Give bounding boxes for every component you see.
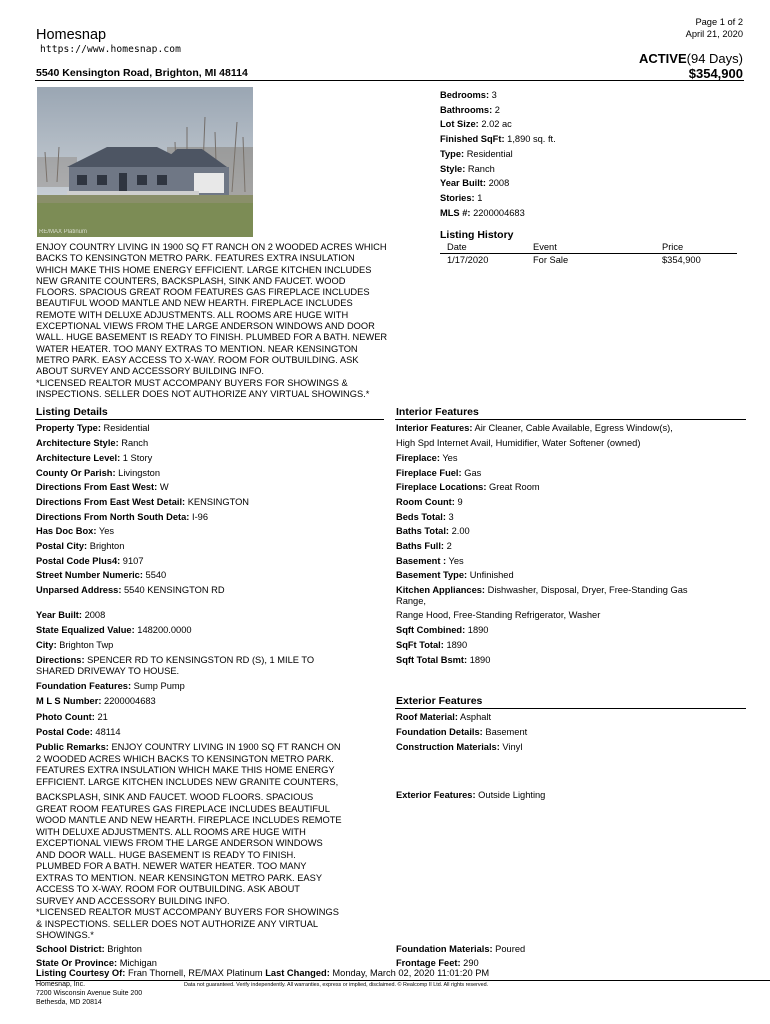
field-value: 1 <box>474 192 483 203</box>
listing-detail-row <box>36 468 160 479</box>
field-label: City: <box>36 640 57 650</box>
exterior-features-row <box>396 790 545 801</box>
interior-row <box>396 541 452 552</box>
description-line: REMOTE WITH DELUXE ADJUSTMENTS. ALL ROOMS ARE HUGE WITH <box>36 309 349 320</box>
status-line <box>639 51 743 66</box>
field-label: Finished SqFt: <box>440 134 505 145</box>
field-label: Exterior Features: <box>396 790 476 800</box>
listing-courtesy <box>36 968 489 978</box>
listing-detail-row <box>36 727 121 738</box>
field-value: 2.00 <box>449 526 470 536</box>
field-label: Baths Full: <box>396 541 445 551</box>
field-value: I-96 <box>189 512 209 522</box>
field-label: Lot Size: <box>440 119 479 130</box>
interior-row <box>396 497 463 508</box>
field-value: Air Cleaner, Cable Available, Egress Window(s), <box>472 423 673 433</box>
field-value: 48114 <box>92 727 121 737</box>
field-value: Michigan <box>117 958 157 968</box>
public-remarks-line: *LICENSED REALTOR MUST ACCOMPANY BUYERS FOR SHOWINGS <box>36 907 339 917</box>
field-label: Type: <box>440 148 465 159</box>
field-label: State Equalized Value: <box>36 625 135 635</box>
field-value: ENJOY COUNTRY LIVING IN 1900 SQ FT RANCH ON <box>108 742 341 752</box>
listing-detail-row <box>36 512 208 523</box>
public-remarks-line: WOOD MANTLE AND NEW HEARTH. FIREPLACE INCLUDES REMOTE <box>36 815 342 825</box>
listing-detail-row <box>36 625 192 636</box>
field-value: 1890 <box>467 655 491 665</box>
brand-name: Homesnap <box>36 27 107 43</box>
field-label: Room Count: <box>396 497 455 507</box>
history-header-event: Event <box>526 242 655 254</box>
listing-detail-row <box>36 610 105 621</box>
header-divider <box>35 80 744 81</box>
field-value: 9107 <box>120 556 144 566</box>
listing-detail-row <box>36 696 156 707</box>
field-value: Sump Pump <box>131 681 185 691</box>
footer-divider <box>35 980 770 981</box>
summary-row <box>440 119 512 130</box>
public-remarks-line: GREAT ROOM FEATURES GAS FIREPLACE INCLUDES BEAUTIFUL <box>36 803 330 814</box>
field-label: Fireplace Fuel: <box>396 468 462 478</box>
field-label: Interior Features: <box>396 423 473 433</box>
field-value: 2.02 ac <box>478 119 512 130</box>
exterior-row <box>396 712 491 723</box>
public-remarks-line: PLUMBED FOR A BATH. NEWER WATER HEATER. TOO MANY <box>36 861 307 871</box>
print-date: April 21, 2020 <box>685 29 743 39</box>
interior-row <box>396 556 464 567</box>
kitchen-appliances-cont: Range Hood, Free-Standing Refrigerator, Washer <box>396 610 601 620</box>
page-number: Page 1 of 2 <box>695 17 743 27</box>
listing-detail-row <box>36 453 152 464</box>
field-value: Yes <box>446 556 464 566</box>
listing-detail-row <box>36 482 169 493</box>
summary-row <box>440 105 500 116</box>
field-label: Unparsed Address: <box>36 585 122 595</box>
history-date: 1/17/2020 <box>447 255 489 265</box>
summary-row <box>440 90 497 101</box>
field-value: Dishwasher, Disposal, Dryer, Free-Standing Gas <box>485 585 688 595</box>
field-value: W <box>157 482 169 492</box>
description-line: WALL. HUGE BASEMENT IS READY TO FINISH. PLUMBED FOR A BATH. NEWER <box>36 332 388 343</box>
description-line: INSPECTIONS. SELLER DOES NOT AUTHORIZE ANY VIRTUAL SHOWINGS.* <box>36 388 370 399</box>
field-label: Sqft Total Bsmt: <box>396 655 468 665</box>
field-label: Directions: <box>36 655 85 665</box>
listing-detail-row <box>36 526 114 537</box>
public-remarks-line: FEATURES EXTRA INSULATION WHICH MAKE THIS HOME ENERGY <box>36 765 335 775</box>
field-label: Style: <box>440 163 466 174</box>
brand-url[interactable]: https://www.homesnap.com <box>40 44 182 55</box>
field-label: Postal Code: <box>36 727 93 737</box>
field-label: Roof Material: <box>396 712 458 722</box>
field-label: Kitchen Appliances: <box>396 585 486 595</box>
listing-detail-row <box>36 640 113 651</box>
field-value: Vinyl <box>499 742 523 752</box>
foundation-materials <box>396 944 525 955</box>
field-value: 9 <box>454 497 463 507</box>
field-label: Foundation Details: <box>396 727 483 737</box>
field-label: SqFt Total: <box>396 640 444 650</box>
listing-detail-cont: SHARED DRIVEWAY TO HOUSE. <box>36 666 180 676</box>
field-label: Postal City: <box>36 541 88 551</box>
field-value: Brighton Twp <box>56 640 114 650</box>
status-badge: ACTIVE <box>638 51 687 66</box>
description-line: WATER HEATER. TOO MANY EXTRAS TO MENTION. NEAR KENSINGTON <box>36 343 358 354</box>
public-remarks-line: AND DOOR WALL. HUGE BASEMENT IS READY TO FINISH. <box>36 849 296 860</box>
field-value: Brighton <box>104 944 142 954</box>
field-label: Sqft Combined: <box>396 625 466 635</box>
field-label: Directions From East West Detail: <box>36 497 186 507</box>
photo-watermark: RE/MAX Platinum <box>39 229 88 235</box>
field-label: Frontage Feet: <box>396 958 461 968</box>
summary-row <box>440 208 525 219</box>
public-remarks-line: ACCESS TO X-WAY. ROOM FOR OUTBUILDING. ASK ABOUT <box>36 884 300 894</box>
field-label: Foundation Materials: <box>396 944 493 954</box>
courtesy-value: Fran Thornell, RE/MAX Platinum <box>127 968 263 978</box>
field-label: Has Doc Box: <box>36 526 97 536</box>
footer-disclaimer: Data not guaranteed. Verify independently. All warranties, express or implied, disclaimed. © Realcomp II Ltd. All rights reserved. <box>184 982 489 988</box>
field-label: Architecture Style: <box>36 438 119 448</box>
field-value: Ranch <box>118 438 149 448</box>
description-line: METRO PARK. EASY ACCESS TO X-WAY. ROOM FOR OUTBUILDING. ASK <box>36 354 359 365</box>
summary-row <box>440 149 513 160</box>
listing-detail-row <box>36 438 148 449</box>
field-value: 21 <box>94 712 108 722</box>
field-value: Yes <box>439 453 458 463</box>
table-row <box>440 254 737 266</box>
summary-row <box>440 178 509 189</box>
field-value: Gas <box>461 468 482 478</box>
field-label: M L S Number: <box>36 696 102 706</box>
description-line: WHICH MAKE THIS HOME ENERGY EFFICIENT. LARGE KITCHEN INCLUDES <box>36 264 372 275</box>
listing-details-title: Listing Details <box>35 406 384 420</box>
field-label: Directions From East West: <box>36 482 158 492</box>
field-value: 1 Story <box>120 453 153 463</box>
field-label: Photo Count: <box>36 712 95 722</box>
field-value: Poured <box>492 944 526 954</box>
field-value: 2200004683 <box>470 207 525 218</box>
field-label: Basement Type: <box>396 570 468 580</box>
exterior-features-title: Exterior Features <box>395 695 746 709</box>
interior-row <box>396 468 481 479</box>
field-value: 2008 <box>485 178 510 189</box>
interior-row <box>396 526 470 537</box>
school-district <box>36 944 142 955</box>
interior-row <box>396 655 490 666</box>
public-remarks-line: WITH DELUXE ADJUSTMENTS. ALL ROOMS ARE HUGE WITH <box>36 826 306 837</box>
exterior-row <box>396 742 522 753</box>
listing-detail-row <box>36 423 150 434</box>
field-label: Fireplace: <box>396 453 440 463</box>
description-line: ABOUT SURVEY AND ACCESSORY BUILDING INFO. <box>36 366 265 377</box>
field-label: Property Type: <box>36 423 101 433</box>
listing-detail-row <box>36 655 314 666</box>
field-value: Basement <box>482 727 528 737</box>
field-label: Beds Total: <box>396 512 446 522</box>
description-line: NEW GRANITE COUNTERS, BACKSPLASH, SINK AND FAUCET. WOOD <box>36 275 346 286</box>
public-remarks-line: & INSPECTIONS. SELLER DOES NOT AUTHORIZE ANY VIRTUAL <box>36 918 319 929</box>
listing-description <box>36 242 436 400</box>
public-remarks-line: SHOWINGS.* <box>36 930 94 940</box>
kitchen-appliances-cont: Range, <box>396 596 426 606</box>
field-value: 1890 <box>443 640 468 650</box>
field-label: Directions From North South Deta: <box>36 512 190 522</box>
field-label: Year Built: <box>36 610 82 620</box>
field-label: Bedrooms: <box>440 90 490 100</box>
field-label: Stories: <box>440 192 475 203</box>
interior-features-title: Interior Features <box>395 406 746 420</box>
field-value: Great Room <box>486 482 540 492</box>
description-line: *LICENSED REALTOR MUST ACCOMPANY BUYERS FOR SHOWINGS & <box>36 377 348 388</box>
description-line: BACKS TO KENSINGTON METRO PARK. FEATURES EXTRA INSULATION <box>36 253 355 264</box>
interior-row <box>396 453 458 464</box>
field-value: 148200.0000 <box>134 625 192 635</box>
field-value: KENSINGTON <box>185 497 250 507</box>
listing-detail-row <box>36 585 225 596</box>
field-label: Basement : <box>396 556 447 566</box>
property-address: 5540 Kensington Road, Brighton, MI 48114 <box>36 67 248 79</box>
interior-row <box>396 570 514 581</box>
history-header-price: Price <box>655 242 737 254</box>
field-label: Street Number Numeric: <box>36 570 143 580</box>
public-remarks-line: EXCEPTIONAL VIEWS FROM THE LARGE ANDERSON WINDOWS <box>36 838 323 848</box>
field-label: County Or Parish: <box>36 468 116 478</box>
description-line: BEAUTIFUL WOOD MANTLE AND NEW HEARTH. FIREPLACE INCLUDES <box>36 298 353 309</box>
field-label: School District: <box>36 944 105 954</box>
courtesy-label: Listing Courtesy Of: <box>36 968 126 978</box>
listing-detail-row <box>36 570 166 581</box>
interior-row <box>396 640 467 651</box>
listing-detail-row <box>36 556 143 567</box>
history-event: For Sale <box>533 255 569 265</box>
last-changed-label: Last Changed: <box>265 968 330 978</box>
interior-row <box>396 482 540 493</box>
field-label: State Or Province: <box>36 958 118 968</box>
field-value: Yes <box>96 526 115 536</box>
field-value: SPENCER RD TO KENSINGSTON RD (S), 1 MILE TO <box>84 655 315 665</box>
listing-detail-row <box>36 681 185 692</box>
kitchen-appliances <box>396 585 688 596</box>
field-value: 2 <box>444 541 452 551</box>
listing-history-table <box>440 242 737 265</box>
listing-detail-row <box>36 712 108 723</box>
footer-address-2: Bethesda, MD 20814 <box>36 999 102 1006</box>
field-label: Bathrooms: <box>440 104 493 115</box>
field-label: Construction Materials: <box>396 742 500 752</box>
description-line: EXCEPTIONAL VIEWS FROM THE LARGE ANDERSON WINDOWS AND DOOR <box>36 321 375 332</box>
history-price: $354,900 <box>662 255 701 265</box>
field-label: Baths Total: <box>396 526 450 536</box>
public-remarks-line: SURVEY AND ACCESSORY BUILDING INFO. <box>36 895 230 906</box>
field-label: Foundation Features: <box>36 681 132 691</box>
listing-detail-row <box>36 497 249 508</box>
summary-row <box>440 134 556 145</box>
listing-price: $354,900 <box>688 66 743 81</box>
field-label: Architecture Level: <box>36 453 121 463</box>
field-value: 2008 <box>81 610 106 620</box>
field-value: Unfinished <box>467 570 514 580</box>
field-value: 5540 <box>142 570 167 580</box>
days-on-market: (94 Days) <box>686 51 743 66</box>
history-header-date: Date <box>440 242 526 254</box>
exterior-row <box>396 727 527 738</box>
public-remarks <box>36 742 341 753</box>
property-photo[interactable] <box>37 87 253 237</box>
field-label: Public Remarks: <box>36 742 109 752</box>
field-value: Residential <box>100 423 150 433</box>
interior-row <box>396 625 488 636</box>
house-image <box>37 87 253 237</box>
interior-row <box>396 512 454 523</box>
interior-features-row <box>396 423 673 434</box>
public-remarks-line: EFFICIENT. LARGE KITCHEN INCLUDES NEW GRANITE COUNTERS, <box>36 776 339 787</box>
field-label: Fireplace Locations: <box>396 482 487 492</box>
field-value: 1,890 sq. ft. <box>504 134 556 145</box>
field-value: 5540 KENSINGTON RD <box>121 585 225 595</box>
field-value: 2 <box>492 104 500 115</box>
field-value: Residential <box>464 148 513 159</box>
field-label: Year Built: <box>440 178 486 189</box>
field-value: 290 <box>460 958 479 968</box>
field-value: Livingston <box>115 468 161 478</box>
field-value: 2200004683 <box>101 696 156 706</box>
field-value: Ranch <box>465 163 495 174</box>
summary-row <box>440 193 482 204</box>
field-value: 3 <box>445 512 454 522</box>
public-remarks-line: 2 WOODED ACRES WHICH BACKS TO KENSINGTON METRO PARK. <box>36 753 334 764</box>
field-label: Postal Code Plus4: <box>36 556 121 566</box>
listing-history-title: Listing History <box>440 229 514 241</box>
summary-row <box>440 164 495 175</box>
footer-address-1: 7200 Wisconsin Avenue Suite 200 <box>36 990 143 997</box>
field-value: Brighton <box>87 541 125 551</box>
field-label: MLS #: <box>440 207 471 218</box>
description-line: ENJOY COUNTRY LIVING IN 1900 SQ FT RANCH ON 2 WOODED ACRES WHICH <box>36 242 387 252</box>
listing-detail-row <box>36 541 124 552</box>
field-value: 3 <box>489 90 497 100</box>
footer-company: Homesnap, Inc. <box>36 981 86 988</box>
field-value: 1890 <box>465 625 489 635</box>
field-value: Asphalt <box>457 712 492 722</box>
public-remarks-line: EXTRAS TO MENTION. NEAR KENSINGTON METRO PARK. EASY <box>36 872 323 883</box>
interior-features-cont: High Spd Internet Avail, Humidifier, Water Softener (owned) <box>396 438 641 448</box>
field-value: Outside Lighting <box>475 790 546 800</box>
public-remarks-line: BACKSPLASH, SINK AND FAUCET. WOOD FLOORS. SPACIOUS <box>36 792 314 802</box>
description-line: FLOORS. SPACIOUS GREAT ROOM FEATURES GAS FIREPLACE INCLUDES <box>36 287 370 298</box>
last-changed-value: Monday, March 02, 2020 11:01:20 PM <box>332 968 490 978</box>
